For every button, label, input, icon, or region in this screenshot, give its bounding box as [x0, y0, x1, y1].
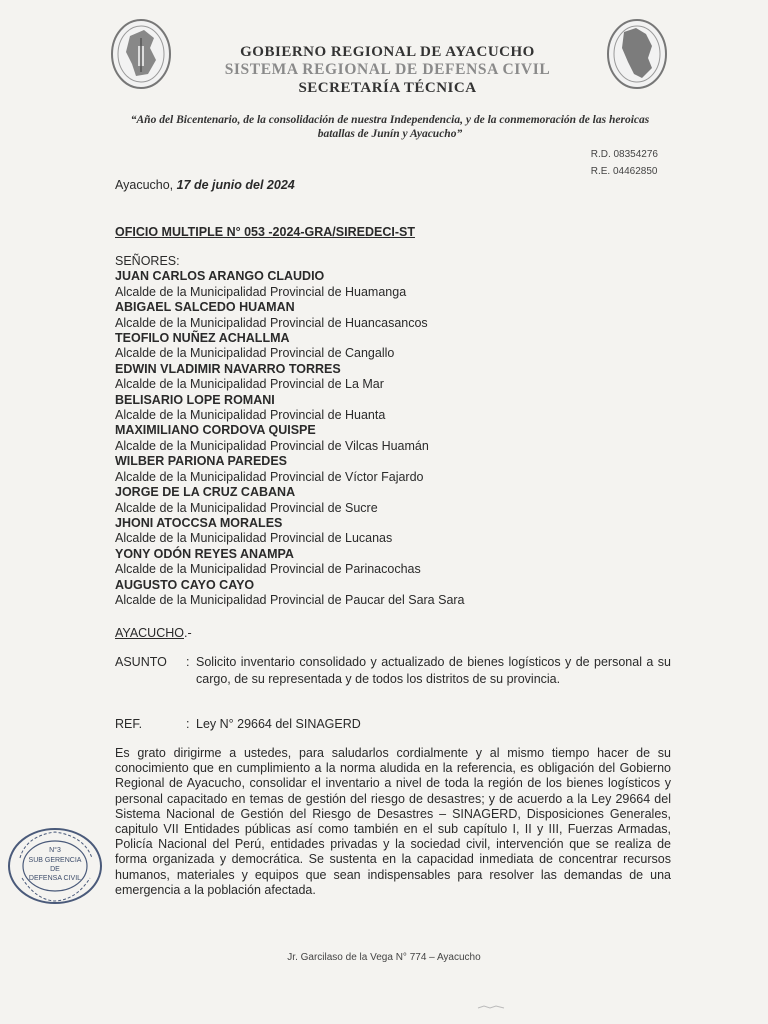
recipient-role: Alcalde de la Municipalidad Provincial de Vilcas Huamán: [115, 438, 429, 453]
recipient-name: YONY ODÓN REYES ANAMPA: [115, 546, 294, 561]
recipient-item: [115, 269, 465, 300]
date-city: Ayacucho,: [115, 178, 177, 192]
recipient-name: BELISARIO LOPE ROMANI: [115, 392, 275, 407]
recipient-role: Alcalde de la Municipalidad Provincial de La Mar: [115, 377, 384, 392]
recipient-role: Alcalde de la Municipalidad Provincial de Víctor Fajardo: [115, 469, 424, 484]
recipient-item: [115, 516, 465, 547]
recipient-item: [115, 393, 465, 424]
recipient-role: Alcalde de la Municipalidad Provincial de Huanta: [115, 408, 386, 423]
ref-label: REF.: [115, 717, 143, 731]
recipient-role: Alcalde de la Municipalidad Provincial de Huancasancos: [115, 315, 428, 330]
recipient-item: [115, 331, 465, 362]
recipients-greeting: SEÑORES:: [115, 254, 180, 268]
scan-smudge-icon: [476, 1002, 506, 1012]
recipient-item: [115, 300, 465, 331]
official-seal-icon: [6, 826, 104, 906]
seal-line-4: DEFENSA CIVIL: [28, 875, 82, 882]
place-city: AYACUCHO: [115, 626, 184, 640]
letterhead-line-3: SECRETARÍA TÉCNICA: [298, 80, 477, 96]
map-emblem-icon: [606, 18, 668, 90]
asunto-row: [115, 654, 671, 688]
asunto-label: ASUNTO: [115, 655, 167, 669]
recipient-name: JHONI ATOCCSA MORALES: [115, 515, 283, 530]
regional-emblem-icon: [110, 18, 172, 90]
ref-colon: :: [186, 717, 190, 731]
recipient-role: Alcalde de la Municipalidad Provincial de Sucre: [115, 500, 378, 515]
recipient-name: AUGUSTO CAYO CAYO: [115, 577, 255, 592]
letterhead-line-2: SISTEMA REGIONAL DE DEFENSA CIVIL: [224, 61, 551, 78]
place-suffix: .-: [184, 626, 192, 640]
recipient-name: EDWIN VLADIMIR NAVARRO TORRES: [115, 361, 341, 376]
motto-line-1: “Año del Bicentenario, de la consolidación de nuestra Independencia, y de la conmemoración de las heroicas: [130, 114, 650, 126]
registry-numbers: [591, 146, 658, 180]
date-value: 17 de junio del 2024: [176, 178, 295, 192]
letter-date: [115, 178, 295, 192]
recipient-item: [115, 485, 465, 516]
oficio-number: OFICIO MULTIPLE N° 053 -2024-GRA/SIREDECI-ST: [115, 225, 415, 239]
registry-re: R.E. 04462850: [590, 166, 658, 177]
recipient-role: Alcalde de la Municipalidad Provincial de Cangallo: [115, 346, 395, 361]
recipient-name: MAXIMILIANO CORDOVA QUISPE: [115, 423, 316, 438]
asunto-colon: :: [186, 655, 190, 669]
recipient-role: Alcalde de la Municipalidad Provincial de Parinacochas: [115, 562, 421, 577]
seal-line-1: N°3: [49, 847, 61, 854]
recipient-item: [115, 578, 465, 609]
recipient-item: [115, 547, 465, 578]
registry-rd: R.D. 08354276: [590, 149, 658, 160]
recipient-role: Alcalde de la Municipalidad Provincial de Lucanas: [115, 531, 393, 546]
recipient-name: WILBER PARIONA PAREDES: [115, 454, 287, 469]
body-paragraph: Es grato dirigirme a ustedes, para saludarlos cordialmente y al mismo tiempo hacer de su conocimiento que en cumplimiento a la norma aludida en la referencia, es obligación del Gobierno Regional de Ayacucho, consolidar el inventario a nivel de toda la región de los bienes logísticos y personal capacitado en temas de gestión del riesgo de desastres; y de acuerdo a la Ley 29664 del Sistema Nacional de Gestión del Riesgo de Desastres – SINAGERD, Disposiciones Generales, capitulo VII Entidades públicas así como también en el sub capítulo I, II y III, Fuerzas Armadas, Policía Nacional del Perú, entidades privadas y la sociedad civil, intervención que se realiza de forma organizada y democrática. Se sustenta en la capacidad inmediata de concentrar recursos humanos, materiales y equipos que sean indispensables para resolver las demandas de una emergencia a la población afectada.: [115, 746, 671, 897]
recipient-item: [115, 454, 465, 485]
letterhead-line-1: GOBIERNO REGIONAL DE AYACUCHO: [240, 44, 535, 60]
recipient-item: [115, 423, 465, 454]
ref-row: [115, 716, 671, 733]
recipient-name: JORGE DE LA CRUZ CABANA: [115, 485, 296, 500]
motto-line-2: batallas de Junín y Ayacucho”: [317, 128, 463, 140]
recipient-role: Alcalde de la Municipalidad Provincial de Paucar del Sara Sara: [115, 592, 465, 607]
ref-text: Ley N° 29664 del SINAGERD: [196, 717, 361, 731]
seal-line-3: DE: [50, 866, 60, 873]
recipient-role: Alcalde de la Municipalidad Provincial de Huamanga: [115, 284, 407, 299]
recipient-name: JUAN CARLOS ARANGO CLAUDIO: [115, 269, 325, 284]
recipients-block: [115, 254, 465, 608]
recipient-name: TEOFILO NUÑEZ ACHALLMA: [115, 331, 290, 346]
year-motto: [120, 113, 660, 141]
letterhead: [200, 44, 575, 97]
asunto-text: Solicito inventario consolidado y actualizado de bienes logísticos y de personal a su cargo, de su representada y de todos los distritos de su provincia.: [196, 655, 671, 686]
footer-address: Jr. Garcilaso de la Vega N° 774 – Ayacucho: [287, 952, 481, 963]
recipient-item: [115, 362, 465, 393]
seal-line-2: SUB GERENCIA: [28, 857, 82, 864]
recipient-name: ABIGAEL SALCEDO HUAMAN: [115, 300, 295, 315]
place-line: [115, 626, 192, 640]
